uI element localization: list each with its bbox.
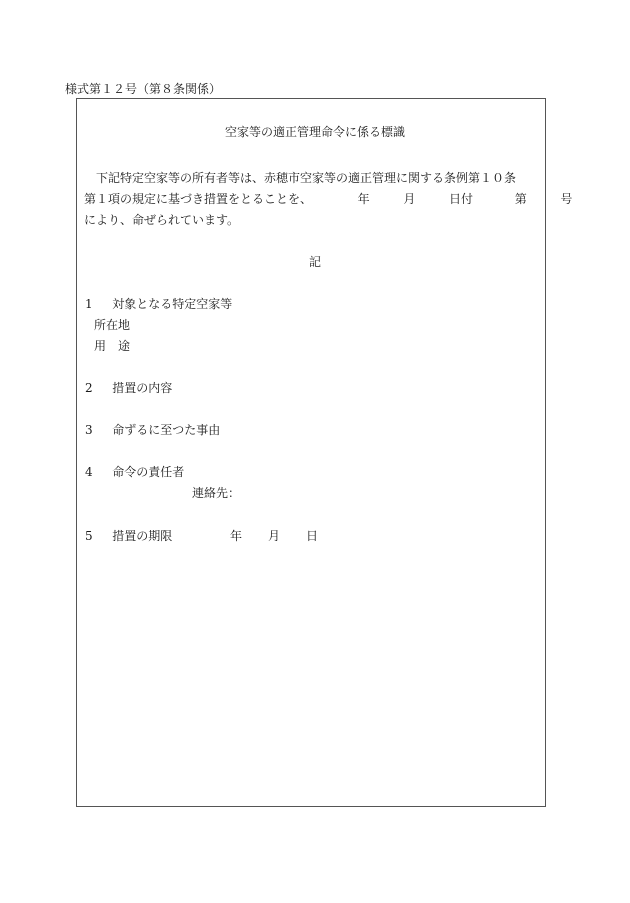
document-title: 空家等の適正管理命令に係る標識	[224, 125, 405, 139]
item-1-location-label: 所在地	[94, 318, 131, 332]
item-3-number: 3	[85, 423, 93, 437]
intro-number-prefix: 第	[514, 192, 527, 206]
item-5-year: 年	[230, 529, 243, 543]
item-5-label: 措置の期限	[112, 529, 173, 543]
item-3-label: 命ずるに至つた事由	[112, 423, 221, 437]
item-5	[85, 528, 172, 544]
item-5-month: 月	[268, 529, 281, 543]
form-number-label: 様式第１２号（第８条関係）	[65, 82, 222, 96]
intro-date-year: 年	[357, 192, 370, 206]
item-4-contact-label: 連絡先：	[192, 486, 241, 500]
item-1-usage-label: 用 途	[94, 339, 131, 353]
intro-date-month: 月	[403, 192, 416, 206]
intro-number-suffix: 号	[560, 192, 573, 206]
intro-line-2	[84, 191, 572, 207]
item-5-number: 5	[85, 529, 93, 543]
item-4-label: 命令の責任者	[112, 465, 185, 479]
item-2	[85, 380, 172, 396]
item-4	[85, 464, 184, 480]
item-2-label: 措置の内容	[112, 381, 173, 395]
intro-date-day: 日付	[449, 192, 474, 206]
item-1-number: 1	[85, 297, 93, 311]
item-1-label: 対象となる特定空家等	[112, 297, 233, 311]
item-2-number: 2	[85, 381, 93, 395]
item-5-day: 日	[306, 529, 319, 543]
ki-heading: 記	[308, 255, 321, 269]
item-4-number: 4	[85, 465, 93, 479]
intro-line-1: 下記特定空家等の所有者等は、赤穂市空家等の適正管理に関する条例第１０条	[96, 171, 517, 185]
item-3	[85, 422, 220, 438]
intro-line-3: により、命ぜられています。	[84, 213, 240, 227]
item-1	[85, 296, 232, 312]
intro-line-2-text: 第１項の規定に基づき措置をとることを、	[84, 192, 313, 206]
